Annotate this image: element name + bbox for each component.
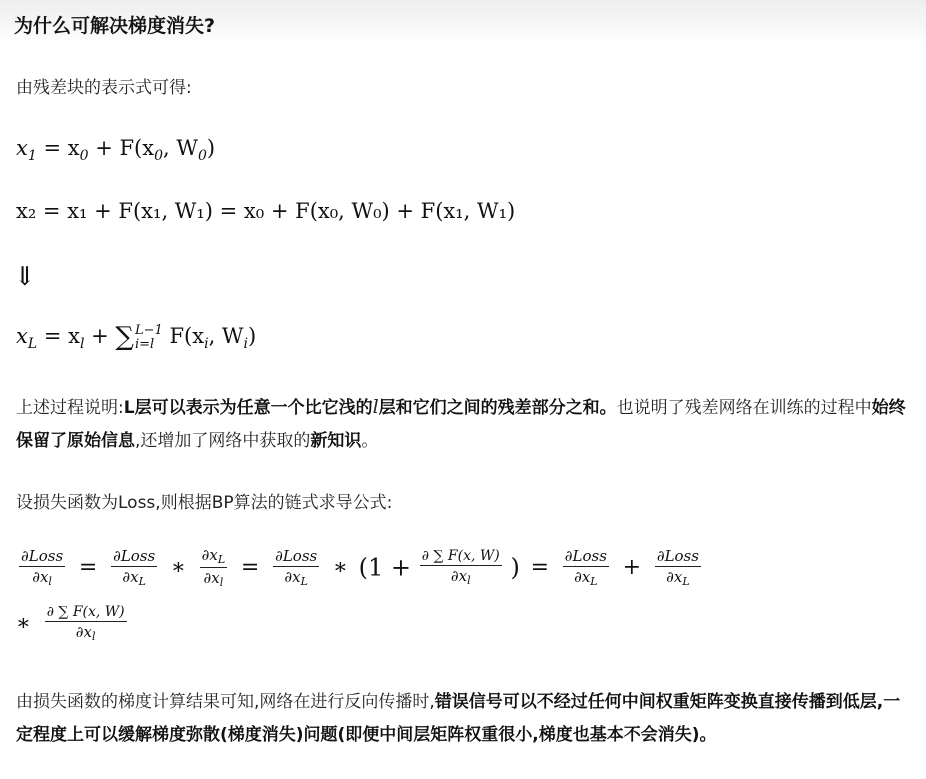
fraction: $\frac{\text{∂Loss}}{\partial x_L}$ — [656, 547, 699, 588]
intro-text: 由残差块的表示式可得: — [16, 78, 192, 98]
conclusion-text: 由损失函数的梯度计算结果可知,网络在进行反向传播时,错误信号可以不经过任何中间权重矩阵变换直接传播到低层,一定程度上可以缓解梯度弥散(梯度消失)问题(即便中间层矩阵权重很小,梯度也基本不会消失)。 — [16, 692, 901, 745]
equation-x2: x₂ = x₁ + F(x₁, W₁) = x₀ + F(x₀, W₀) + F(x₁, W₁) — [16, 199, 516, 223]
fraction: $\frac{\partial \sum F(x, W)}{\partial x_l}$ — [421, 548, 500, 587]
fraction: $\frac{\text{∂Loss}}{\partial x_l}$ — [21, 547, 64, 588]
implies-arrow: ⇓ — [14, 262, 36, 292]
fraction: $\frac{\text{∂Loss}}{\partial x_L}$ — [564, 547, 607, 588]
fraction: $\frac{\text{∂Loss}}{\partial x_L}$ — [275, 547, 318, 588]
fraction: $\frac{\partial x_L}{\partial x_l}$ — [201, 546, 226, 589]
gradient-equation: $\frac{\text{∂Loss}}{\partial x_l}$ = $\frac{\text{∂Loss}}{\partial x_L}$ ∗ $\frac{\partial x_L}{\partial x_l}$ = $\frac{\text{∂Loss}}{\partial x_L}$ ∗ (1 + $\frac{\partial \sum F(x, W)}{\partial x_l}$ ) = $\frac{\text{∂Loss}}{\partial x_L}$ + $\frac{\text{∂Loss}}{\partial x_L}$ — [21, 546, 699, 589]
explanation-text: 上述过程说明:L层可以表示为任意一个比它浅的l层和它们之间的残差部分之和。也说明了残差网络在训练的过程中始终保留了原始信息,还增加了网络中获取的新知识。 — [16, 396, 906, 451]
fraction: $\frac{\text{∂Loss}}{\partial x_L}$ — [113, 547, 156, 588]
equation-xL: $x_L = x_l$ + ∑ L−1 i=l $F(x_i$, $W_i$) — [16, 322, 257, 352]
sum-symbol: ∑ — [115, 322, 134, 352]
gradient-equation-line2: ∗ $\frac{\partial \sum F(x, W)}{\partial x_l}$ — [16, 604, 125, 643]
section-heading: 为什么可解决梯度消失? — [14, 15, 216, 37]
fraction: $\frac{\partial \sum F(x, W)}{\partial x_l}$ — [46, 604, 125, 643]
equation-x1: $x_1 = x_0 + F(x_0$, $W_0$) — [16, 136, 216, 164]
loss-intro-text: 设损失函数为Loss,则根据BP算法的链式求导公式: — [16, 493, 393, 513]
sum-limits: L−1 i=l — [134, 322, 163, 352]
